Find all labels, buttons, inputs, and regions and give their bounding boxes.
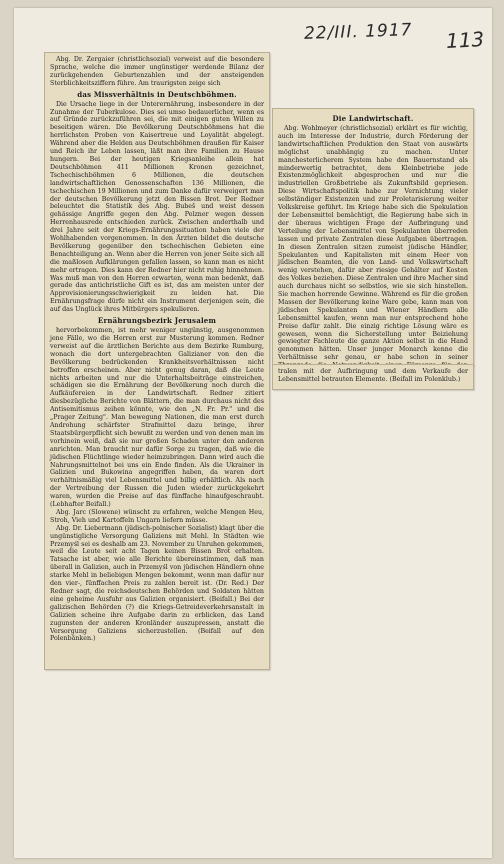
handwritten-date: 22/III. 1917 [303, 20, 413, 44]
section-paragraph-deutschboehmen: Die Ursache liege in der Unterernährung, insbesondere in der Zunahme der Tuberkulose. Dies sei umso bedauerlicher, wenn es auf Gründe zurückzuführen sei, die mit einigen guten Willen zu beseitigen wären. Die Bevölkerung Deutschböhmens hat die herrlichsten Proben von Kaisertreue und Loyalität abgelegt. Während aber die Helden aus Deutschböhmen draußen für Kaiser und Reich ihr Leben lassen, läßt man ihre Familien zu Hause hungern. Bei der heutigen Kriegsanleihe allein hat Deutschböhmen 411 Millionen Kronen gezeichnet, Tschechischböhmen 6 Millionen, die deutschen landwirtschaftlichen Genossenschaften 136 Millionen, die tschechischen 19 Millionen und zum Danke dafür verweigert man der deutschen Bevölkerung jetzt den Bissen Brot. Der Redner beleuchtet die Statistik des Abg. Bubeš und weist dessen gehässige Angriffe gegen den Abg. Pelzner wegen dessen Herrenhausrede entschieden zurück. Zwischen anderthalb und drei Jahre seit der Kriegs-Ernährungssituation haben viele der Wohlhabenden vorgenommen. In den Ärzten bildet die deutsche Bevölkerung gegenüber den tschechischen Gebieten eine Benachteiligung an. Wenn aber die Herren von jener Seite sich all die maßlosen Aufklärungen gefallen lassen, so kann man es nicht mehr ertragen. Dies kann der Redner hier nicht ruhig hinnehmen. Was muß man von den Herren erwarten, wenn man bedenkt, daß gerade das antichristliche Gift es ist, das am meisten unter der Approvisionierungsschwierigkeit zu leiden hat. Die Ernährungsfrage dürfe nicht ein Instrument derjenigen sein, die auf das Unglück ihres Mitbürgers spekulieren. [50, 100, 264, 314]
newspaper-clipping-left [44, 52, 270, 670]
newspaper-clipping-right-continuation [272, 364, 474, 390]
section-heading-deutschboehmen: das Missverhältnis in Deutschböhmen. [77, 89, 237, 99]
section-paragraph-jerusalem: hervorbekommen, ist mehr weniger ungünstig, ausgenommen jene Fälle, wo die Herren erst zur Musterung kommen. Redner verweist auf die ärztlichen Berichte aus dem Bezirke Rumburg, wonach die dort untergebrachten Galizianer von den die Bevölkerung bedrückenden Krankheitsverhältnissen nicht betroffen erscheinen. Aber nicht genug daran, daß die Leute nichts arbeiten und nur die Unterhaltsbeiträge einstreichen, schädigen sie die Ernährung der Bevölkerung noch durch die Aufkäufereien in der Landwirtschaft. Redner zitiert diesbezügliche Berichte von Blättern, die man durchaus nicht des Antisemitismus zeihen könnte, wie den „N. Fr. Pr." und die „Prager Zeitung". Man bewegung Nationen, die man erst durch Androhung schärfster Strafmittel dazu bringe, ihrer Staatsbürgerpflicht sich bewußt zu werden und von denen man im vorhinein weiß, daß sie nur großen Schaden unter den anderen anrichten. Man braucht nur dafür Sorge zu tragen, daß wie die jüdischen Flüchtlinge wieder heimzubringen. Dann wird auch die Nahrungsmittelnot bei uns ein Ende finden. Als die Ukrainer in Galizien und Bukowina angegriffen haben, da waren dort verhältnismäßig viel Lebensmittel und billig erhältlich. Als nach der Vertreibung der Russen die Juden wieder zurückgekehrt waren, wurden die Preise auf das fünffache hinaufgeschraubt. (Lebhafter Beifall.) [50, 327, 264, 509]
section-heading-landwirtschaft: Die Landwirtschaft. [332, 114, 414, 123]
section-heading-jerusalem: Ernährungsbezirk Jerusalem [97, 316, 217, 326]
intro-paragraph: Abg. Dr. Zergaier (christlichsozial) verweist auf die besondere Sprache, welche die immer ungünstiger werdende Bilanz der zurückgehenden Geburtenzahlen und der ansteigenden Sterblichkeitsziffern führe. Am traurigsten zeige sich [50, 56, 264, 87]
speaker-liebermann-paragraph: Abg. Dr. Liebermann (jüdisch-polnischer Sozialist) klagt über die ungünstigliche Versorgung Galiziens mit Mehl. In Städten wie Przemyśl sei es deshalb am 23. November zu Unruhen gekommen, weil die Leute seit acht Tagen keinen Bissen Brot erhalten. Tatsache ist aber, wie alle Berichte übereinstimmen, daß man überall in Galizien, auch in Przemyśl von jüdischen Händlern ohne starke Mehl in beliebigen Mengen bekommt, wenn man dafür nur den vier-, fünffachen Preis zu zahlen bereit ist. (Dr. Red.) Der Redner sagt, die reichsdeutschen Behörden und Soldaten hätten eine geheime Ausfuhr aus Galizien organisiert. (Beifall.) Bei der galizischen Behörden (?) die Kriegs-Getreideverkehrsanstalt in Galizien scheine ihre Aufgabe darin zu erblicken, das Land zugunsten der anderen Kronländer auszupressen, anstatt die Versorgung Galiziens sicherzustellen. (Beifall auf den Polenbänken.) [50, 524, 264, 643]
continuation-paragraph: tralen mit der Aufbringung und dem Verkaufe der Lebensmittel betrauten Elemente. (Beifall im Polenklub.) [278, 368, 468, 383]
handwritten-folio-number: 113 [445, 27, 485, 53]
speaker-jarc-paragraph: Abg. Jarc (Slowene) wünscht zu erfahren, welche Mengen Heu, Stroh, Vieh und Kartoffeln Ungarn liefern müsse. [50, 508, 264, 524]
newspaper-clipping-right [272, 108, 474, 366]
section-paragraph-landwirtschaft: Abg. Wohlmeyer (christlichsozial) erklärt es für wichtig, auch im Interesse der Industrie, durch Förderung der landwirtschaftlichen Produktion den Staat von auswärts möglichst unabhängig zu machen. Unter manchesterlicherem System habe den Bauernstand als minderwertig betrachtet, dem Kleinbetriebe jede Existenzmöglichkeit abgesprochen und nur die industriellen Großbetriebe als Zukunftsbild gepriesen. Diese Wirtschaftspolitik habe zur Vernichtung vieler selbständiger Existenzen und zur Proletarisierung weiter Volkskreise geführt. Im Kriege habe sich die Spekulation der Lebensmittel bemächtigt, die Regierung habe sich in der überaus wichtigen Frage der Aufbringung und Verteilung der Lebensmittel von Spekulanten überreden lassen und private Zentralen diese Aufgaben übertragen. In diesen Zentralen sitzen zumeist jüdische Händler, Spekulanten und Kapitalisten mit einem Heer von jüdischen Beamten, die von Land- und Volkswirtschaft wenig verstehen, dafür aber riesige Gehälter auf Kosten des Volkes beziehen. Diese Zentralen und ihre Macher sind auch durchaus nicht so selbstlos, wie sie sich hinstellen. Sie machen horrende Gewinne. Während es für die großen Massen der Bevölkerung keine Ware gebe, kann man von jüdischen Spekulanten und Wiener Händlern alle Lebensmittel kaufen, wenn man nur entsprechend hohe Preise dafür zahlt. Die einzig richtige Lösung wäre es gewesen, wenn die Sicherstellung unter Beiziehung gewiegter Fachleute die ganze Aktion selbst in die Hand genommen hätten. Unser junger Monarch kenne die Verhältnisse sehr genau, er habe schon in seiner [278, 125, 468, 362]
